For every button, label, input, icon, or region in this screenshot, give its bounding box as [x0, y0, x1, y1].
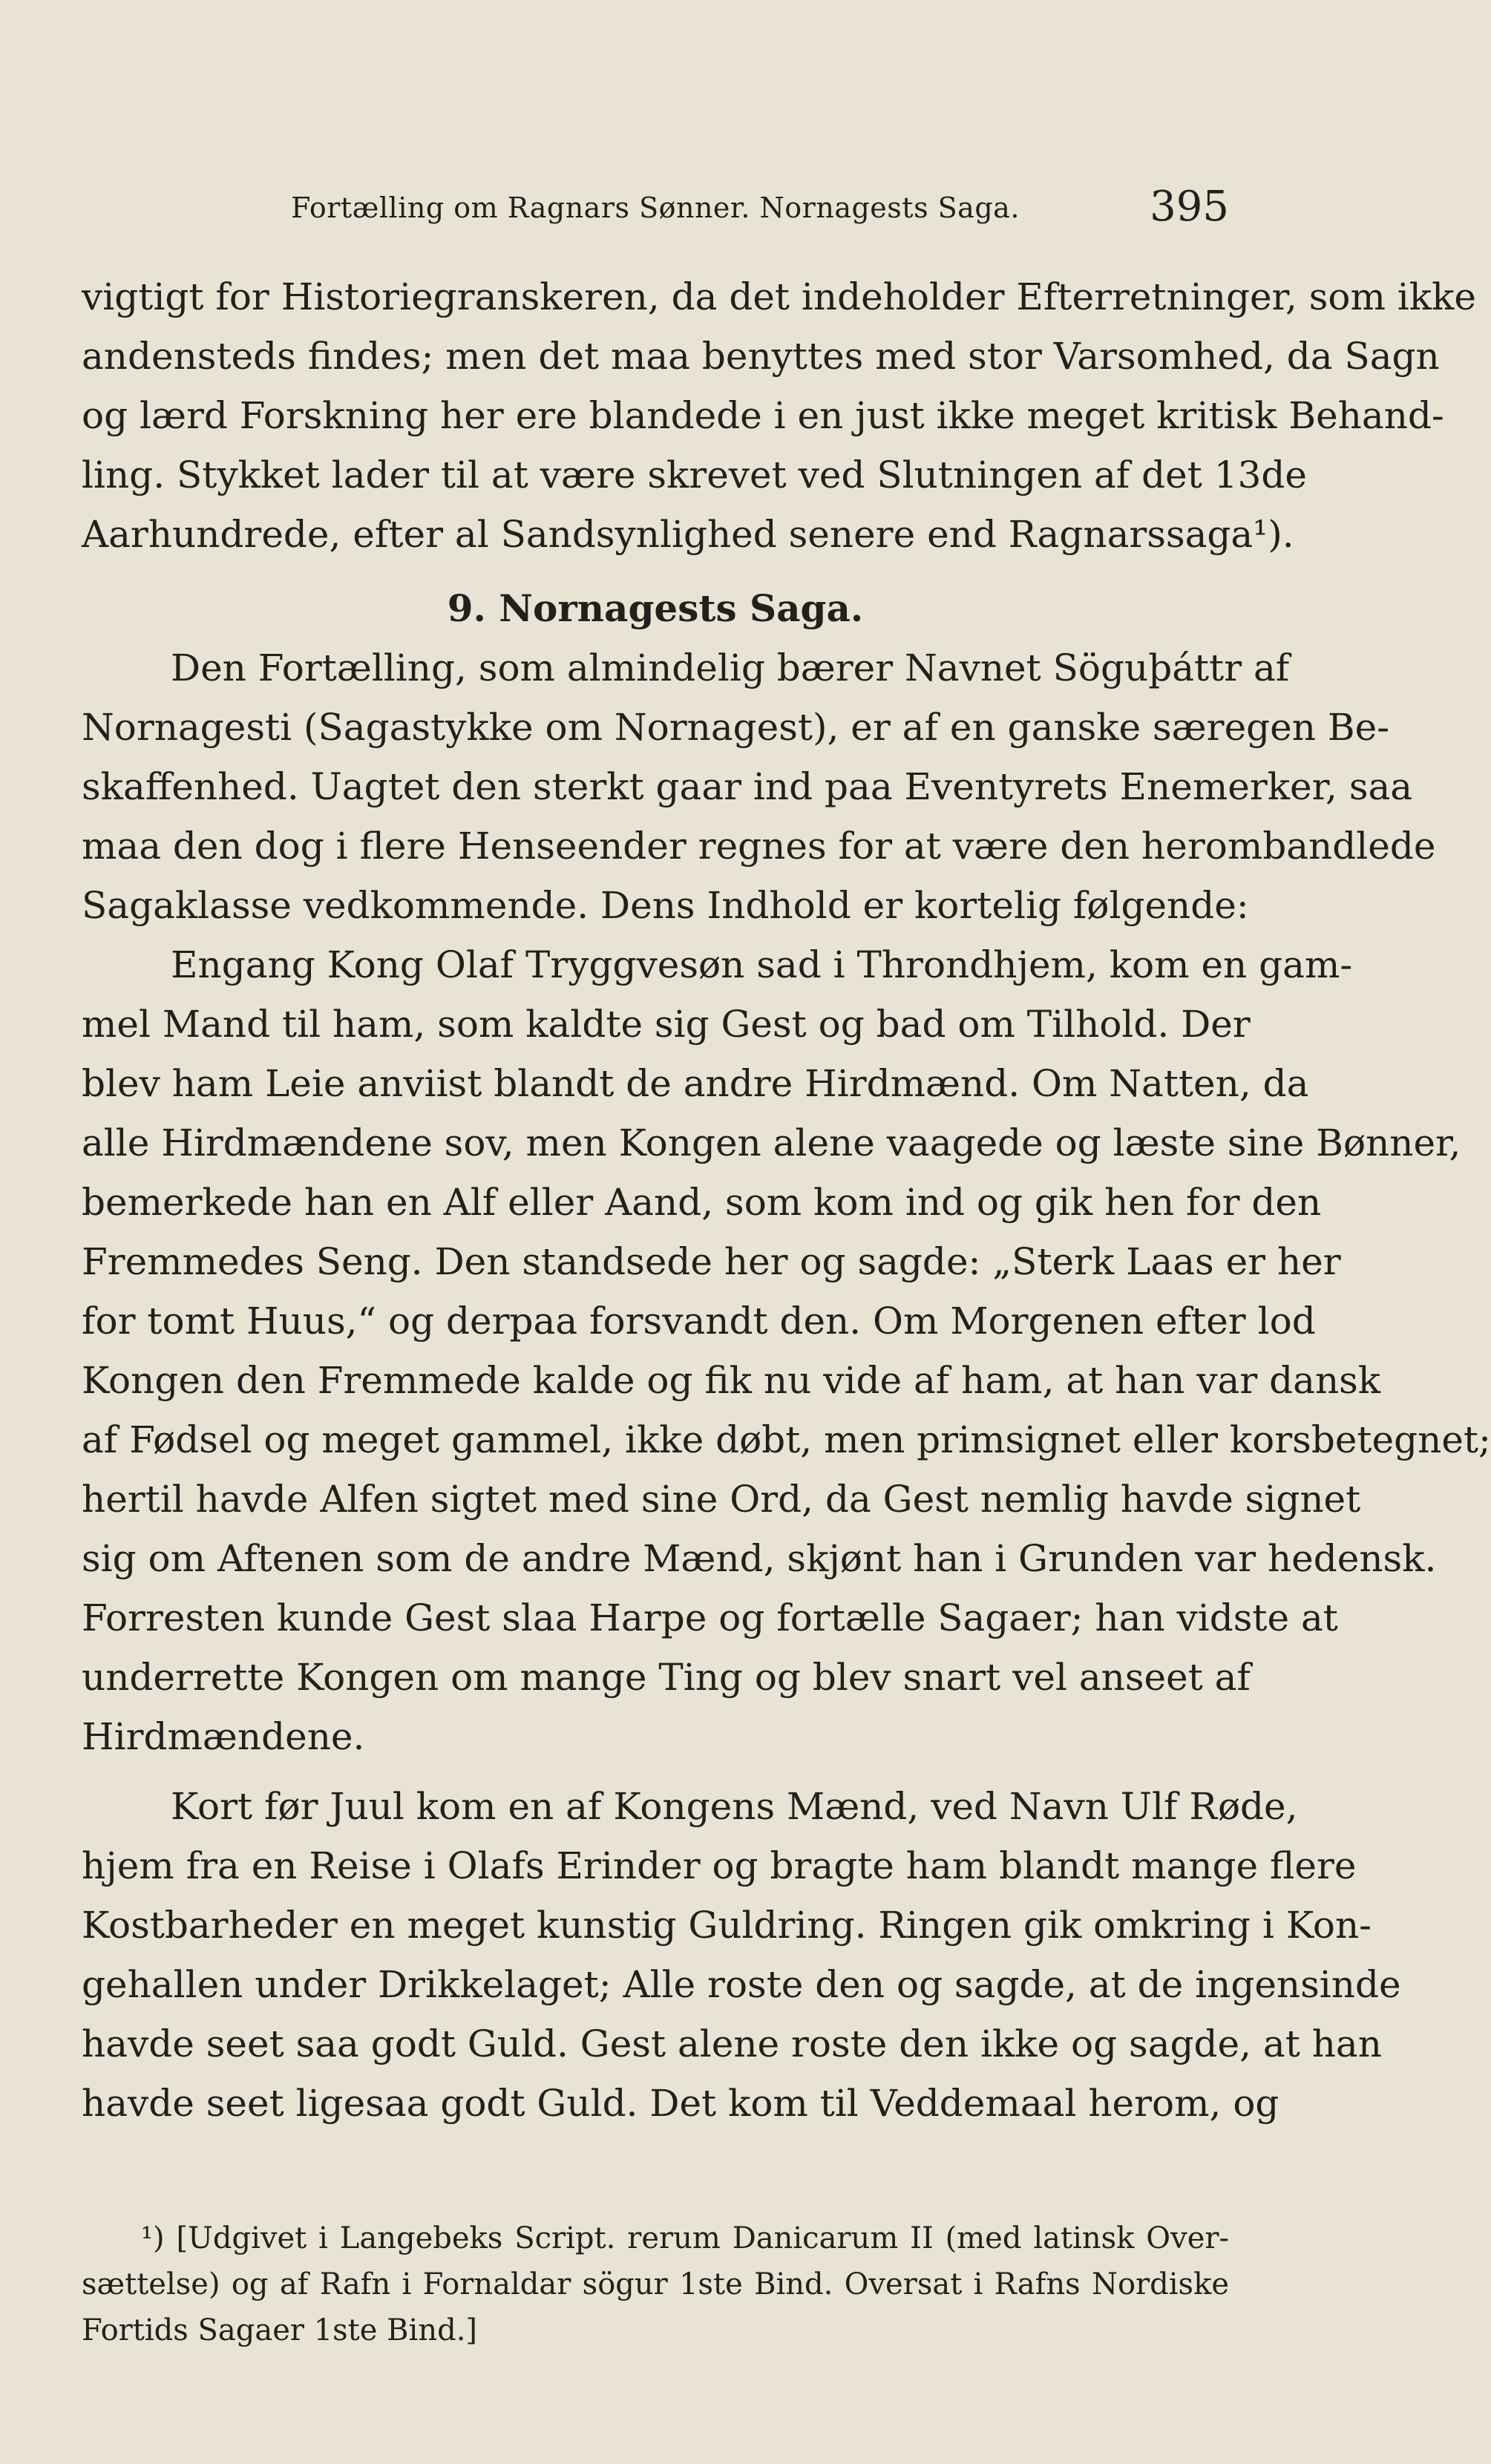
footnote-line: Fortids Sagaer 1ste Bind.]: [82, 2313, 478, 2347]
text-line: Fremmedes Seng. Den standsede her og sagde: „Sterk Laas er her: [82, 1240, 1341, 1283]
text-line: af Fødsel og meget gammel, ikke døbt, men primsignet eller korsbetegnet;: [82, 1418, 1491, 1461]
text-line: Kongen den Fremmede kalde og fik nu vide af ham, at han var dansk: [82, 1359, 1381, 1402]
text-line: og lærd Forskning her ere blandede i en just ikke meget kritisk Behand-: [82, 394, 1444, 437]
text-line: Sagaklasse vedkommende. Dens Indhold er kortelig følgende:: [82, 884, 1249, 927]
text-line: blev ham Leie anviist blandt de andre Hirdmænd. Om Natten, da: [82, 1062, 1309, 1105]
body-text: [82, 267, 1491, 2133]
text-line: andensteds findes; men det maa benyttes med stor Varsomhed, da Sagn: [82, 335, 1440, 378]
running-title: Fortælling om Ragnars Sønner. Nornagests Saga.: [291, 191, 1020, 224]
text-line: maa den dog i flere Henseender regnes for at være den herombandlede: [82, 825, 1436, 868]
text-line: bemerkede han en Alf eller Aand, som kom ind og gik hen for den: [82, 1181, 1322, 1224]
text-line: havde seet ligesaa godt Guld. Det kom til Veddemaal herom, og: [82, 2082, 1279, 2125]
text-line: skaffenhed. Uagtet den sterkt gaar ind paa Eventyrets Enemerker, saa: [82, 765, 1413, 808]
text-line: Nornagesti (Sagastykke om Nornagest), er af en ganske særegen Be-: [82, 706, 1390, 749]
footnote-line: sættelse) og af Rafn i Fornaldar sögur 1ste Bind. Oversat i Rafns Nordiske: [82, 2267, 1229, 2301]
text-line: ling. Stykket lader til at være skrevet ved Slutningen af det 13de: [82, 453, 1307, 497]
text-line: for tomt Huus,“ og derpaa forsvandt den. Om Morgenen efter lod: [82, 1300, 1316, 1343]
text-line: Engang Kong Olaf Tryggvesøn sad i Throndhjem, kom en gam-: [171, 943, 1353, 986]
text-line: Hirdmændene.: [82, 1715, 365, 1758]
paragraph-1: [82, 638, 1436, 935]
text-line: Den Fortælling, som almindelig bærer Navnet Söguþáttr af: [171, 646, 1290, 689]
text-line: gehallen under Drikkelaget; Alle roste den og sagde, at de ingensinde: [82, 1963, 1401, 2006]
paragraph-2: [82, 935, 1491, 1766]
text-line: Kort før Juul kom en af Kongens Mænd, ved Navn Ulf Røde,: [171, 1785, 1298, 1828]
text-line: Kostbarheder en meget kunstig Guldring. Ringen gik omkring i Kon-: [82, 1904, 1372, 1947]
text-line: underrette Kongen om mange Ting og blev snart vel anseet af: [82, 1656, 1251, 1699]
text-line: hjem fra en Reise i Olafs Erinder og bragte ham blandt mange flere: [82, 1844, 1357, 1887]
text-line: hertil havde Alfen sigtet med sine Ord, da Gest nemlig havde signet: [82, 1478, 1361, 1521]
text-line: mel Mand til ham, som kaldte sig Gest og bad om Tilhold. Der: [82, 1003, 1251, 1046]
page-number: 395: [1150, 183, 1229, 231]
text-line: havde seet saa godt Guld. Gest alene roste den ikke og sagde, at han: [82, 2022, 1382, 2065]
paragraph-3: [82, 1777, 1401, 2133]
text-line: vigtigt for Historiegranskeren, da det indeholder Efterretninger, som ikke: [82, 275, 1476, 318]
running-head: [82, 183, 1229, 235]
footnotes: [82, 2215, 1229, 2353]
section-heading: 9. Nornagests Saga.: [447, 586, 864, 630]
text-line: alle Hirdmændene sov, men Kongen alene vaagede og læste sine Bønner,: [82, 1121, 1461, 1164]
text-line: sig om Aftenen som de andre Mænd, skjønt han i Grunden var hedensk.: [82, 1537, 1437, 1580]
intro-paragraph: [82, 267, 1476, 564]
text-line: Aarhundrede, efter al Sandsynlighed senere end Ragnarssaga¹).: [82, 513, 1294, 556]
footnote-line: ¹) [Udgivet i Langebeks Script. rerum Danicarum II (med latinsk Over-: [141, 2221, 1229, 2255]
text-line: Forresten kunde Gest slaa Harpe og fortælle Sagaer; han vidste at: [82, 1596, 1338, 1639]
